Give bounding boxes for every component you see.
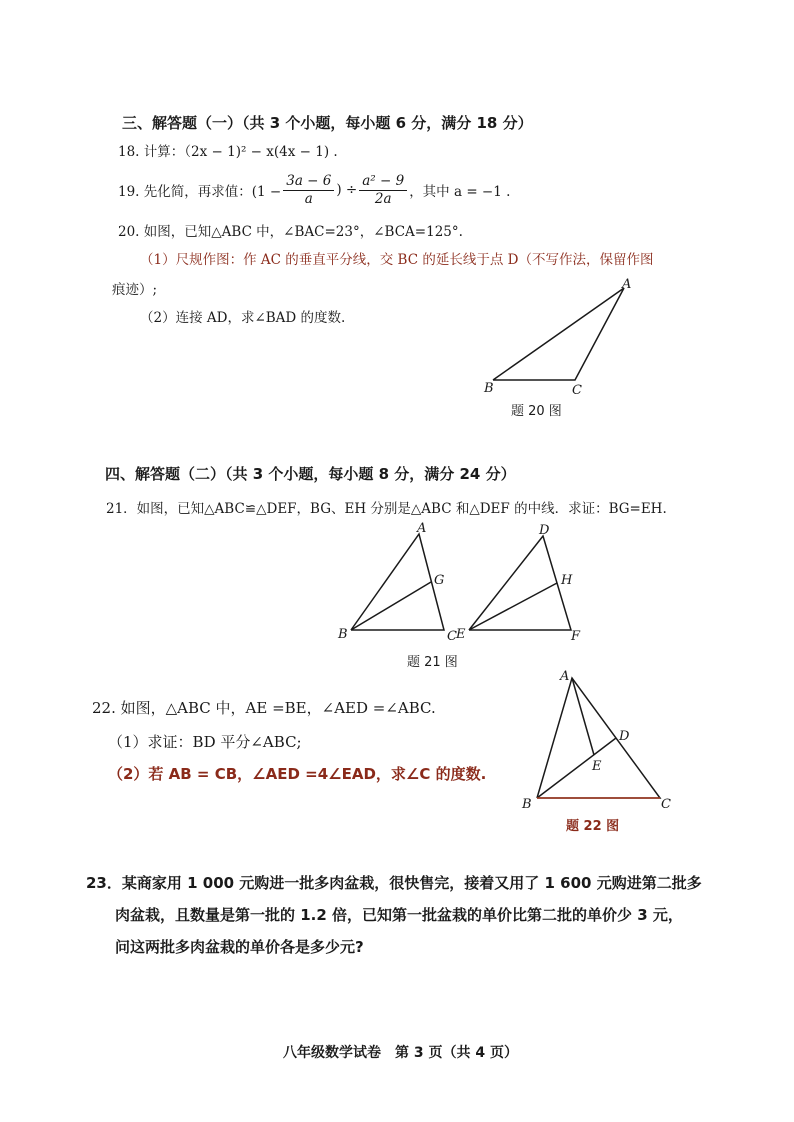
fig21-label-f: F <box>571 629 581 644</box>
q19-frac2-denominator: 2a <box>374 190 392 207</box>
figure-20-caption: 题 20 图 <box>511 404 562 419</box>
fig22-triangle-abc <box>537 678 660 798</box>
q19-suffix: ，其中 a = −1 . <box>409 184 511 200</box>
fig21-label-g: G <box>434 573 445 588</box>
fig20-triangle-abc <box>493 288 624 380</box>
fig20-label-c: C <box>572 383 582 396</box>
question-20-part2: （2）连接 AD，求∠BAD 的度数. <box>140 310 346 326</box>
page-footer: 八年级数学试卷 第 3 页（共 4 页） <box>283 1045 518 1061</box>
fig21-median-eh <box>469 583 557 630</box>
question-20-stem: 20. 如图，已知△ABC 中，∠BAC=23°，∠BCA=125°. <box>118 224 463 240</box>
question-19 <box>118 170 510 210</box>
figure-20-triangle <box>470 276 650 396</box>
fig20-label-b: B <box>484 381 494 396</box>
fig21-label-c: C <box>447 629 457 644</box>
fig22-label-b: B <box>522 797 532 812</box>
question-21-stem: 21．如图，已知△ABC≌△DEF，BG、EH 分别是△ABC 和△DEF 的中线．求证：BG=EH. <box>106 501 667 517</box>
question-22-part1: （1）求证：BD 平分∠ABC; <box>108 733 302 751</box>
q19-fraction-1 <box>283 173 334 208</box>
fig22-label-a: A <box>560 669 570 684</box>
fig21-label-b: B <box>338 627 348 642</box>
question-18: 18. 计算：（2x − 1)² − x(4x − 1) . <box>118 144 338 160</box>
fig22-label-e: E <box>592 759 602 774</box>
fig21-label-h: H <box>561 573 573 588</box>
fig22-label-c: C <box>661 797 671 812</box>
question-20-part1: （1）尺规作图：作 AC 的垂直平分线，交 BC 的延长线于点 D（不写作法，保留作图 <box>140 252 654 268</box>
fig20-label-a: A <box>622 277 632 292</box>
question-22-stem: 22. 如图，△ABC 中，AE =BE，∠AED =∠ABC. <box>92 699 436 717</box>
fig21-median-bg <box>351 582 431 630</box>
q19-prefix: 19. 先化简，再求值：(1 − <box>118 184 282 200</box>
figure-22-triangle <box>510 664 680 814</box>
fig21-label-a: A <box>417 521 427 536</box>
section3-heading: 三、解答题（一）（共 3 个小题，每小题 6 分，满分 18 分） <box>122 114 533 132</box>
question-23-line1: 23．某商家用 1 000 元购进一批多肉盆栽，很快售完，接着又用了 1 600 元购进第二批多 <box>86 874 702 892</box>
fig21-label-e: E <box>456 627 466 642</box>
q19-mid: ) ÷ <box>336 182 358 198</box>
q19-frac1-numerator: 3a − 6 <box>283 173 334 191</box>
q19-frac2-numerator: a² − 9 <box>359 173 407 191</box>
figure-22-caption: 题 22 图 <box>566 819 620 834</box>
section4-heading: 四、解答题（二）（共 3 个小题，每小题 8 分，满分 24 分） <box>105 465 516 483</box>
figure-21-caption: 题 21 图 <box>407 655 458 670</box>
question-23-line3: 问这两批多肉盆栽的单价各是多少元? <box>115 938 364 956</box>
question-22-part2: （2）若 AB = CB，∠AED =4∠EAD，求∠C 的度数. <box>108 765 487 783</box>
figure-21-triangles <box>330 520 610 650</box>
q19-fraction-2 <box>359 173 407 208</box>
fig22-segment-bd <box>537 738 616 798</box>
fig22-label-d: D <box>619 729 630 744</box>
question-20-part1-cont: 痕迹）; <box>112 282 158 298</box>
fig22-segment-ae <box>572 678 594 755</box>
fig21-label-d: D <box>539 523 550 538</box>
q19-frac1-denominator: a <box>304 190 313 207</box>
question-23-line2: 肉盆栽，且数量是第一批的 1.2 倍，已知第一批盆栽的单价比第二批的单价少 3 元， <box>115 906 683 924</box>
